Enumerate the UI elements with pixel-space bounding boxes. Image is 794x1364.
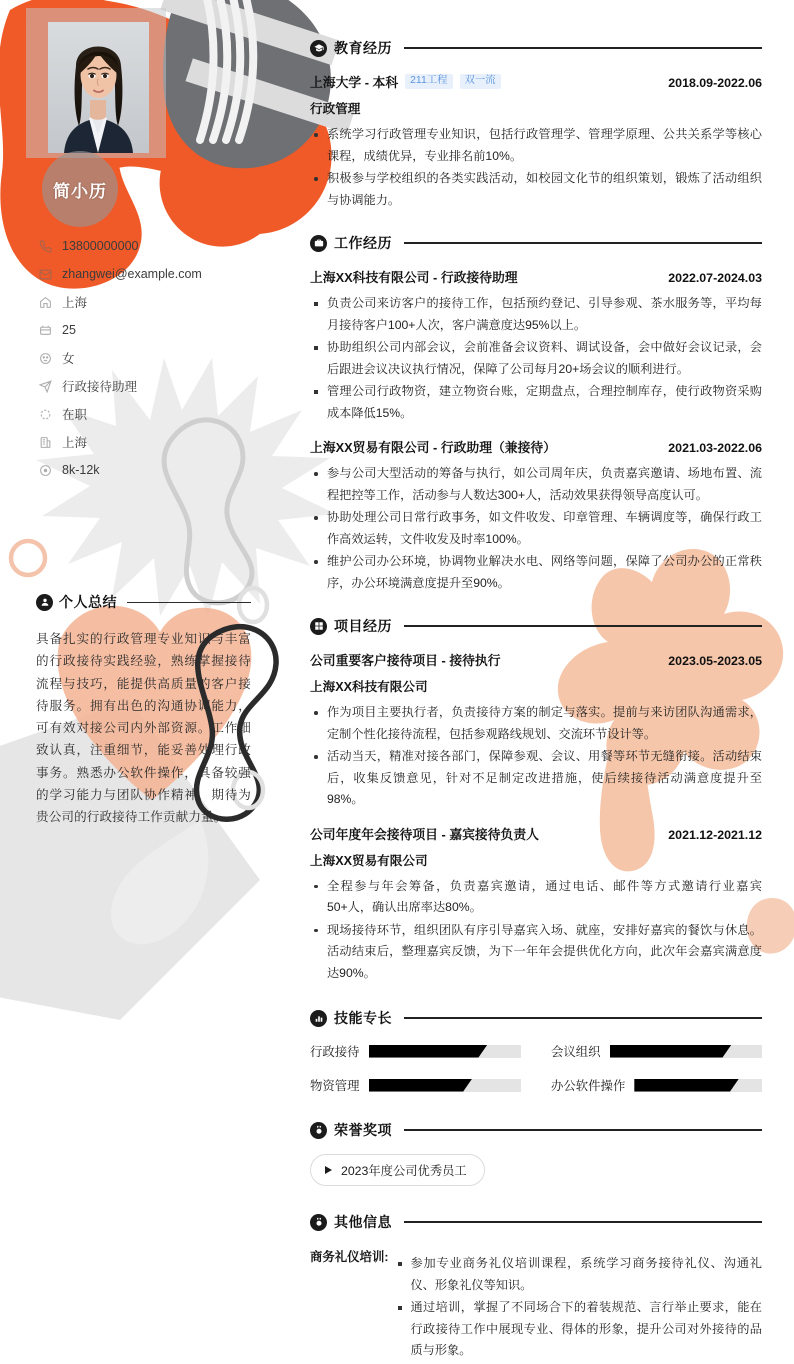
other-header xyxy=(310,1212,762,1232)
contact-phone-value: 13800000000 xyxy=(62,239,139,253)
honor-label: 2023年度公司优秀员工 xyxy=(341,1164,467,1178)
salary-icon xyxy=(36,461,54,479)
project-entry-top xyxy=(310,824,762,843)
contact-email xyxy=(36,260,286,288)
grid-icon xyxy=(310,618,327,635)
work-entry-top xyxy=(310,437,762,456)
work-company: 上海XX贸易有限公司 - 行政助理（兼接待） xyxy=(310,440,556,455)
projects-section xyxy=(310,616,762,984)
skill-fill xyxy=(369,1079,473,1092)
summary-title: 个人总结 xyxy=(59,594,117,610)
skill-row xyxy=(310,1076,521,1094)
other-group-body xyxy=(394,1246,762,1363)
avatar-photo xyxy=(48,22,149,153)
work-section xyxy=(310,233,762,594)
other-group xyxy=(310,1246,762,1363)
education-school-line xyxy=(310,72,501,91)
target-icon xyxy=(36,377,54,395)
skill-fill xyxy=(610,1045,732,1058)
home-icon xyxy=(36,293,54,311)
list-item: 参与公司大型活动的筹备与执行，如公司周年庆，负责嘉宾邀请、场地布置、流程把控等工作，活动参与人数达300+人，活动效果获得领导高度认可。 xyxy=(310,463,762,506)
work-date: 2021.03-2022.06 xyxy=(668,441,762,455)
project-bullets xyxy=(310,702,762,811)
honors-section xyxy=(310,1120,762,1186)
education-school: 上海大学 - 本科 xyxy=(310,75,399,90)
skill-track xyxy=(634,1079,762,1092)
chart-icon xyxy=(310,1010,327,1027)
list-item: 作为项目主要执行者，负责接待方案的制定与落实。提前与来访团队沟通需求，定制个性化接待流程，包括参观路线规划、交流环节设计等。 xyxy=(310,702,762,745)
skill-name: 物资管理 xyxy=(310,1079,360,1093)
summary-header xyxy=(36,592,251,612)
list-item: 协助处理公司日常行政事务，如文件收发、印章管理、车辆调度等，确保行政工作高效运转，文件收发及时率100%。 xyxy=(310,507,762,550)
honors-header xyxy=(310,1120,762,1140)
work-entry xyxy=(310,437,762,594)
honors-list xyxy=(310,1154,762,1186)
contact-status xyxy=(36,400,286,428)
phone-icon xyxy=(36,237,54,255)
skill-track xyxy=(610,1045,762,1058)
status-icon xyxy=(36,405,54,423)
mail-icon xyxy=(36,265,54,283)
contact-target-job xyxy=(36,372,286,400)
project-entry xyxy=(310,650,762,811)
main-column xyxy=(310,0,762,1364)
work-rule xyxy=(404,242,762,243)
list-item: 积极参与学校组织的各类实践活动，如校园文化节的组织策划，锻炼了活动组织与协调能力。 xyxy=(310,168,762,211)
name-badge xyxy=(42,151,118,227)
project-company: 上海XX贸易有限公司 xyxy=(310,853,428,868)
medal-icon xyxy=(310,1122,327,1139)
list-item: 现场接待环节，组织团队有序引导嘉宾入场、就座，安排好嘉宾的餐饮与休息。活动结束后，整理嘉宾反馈，为下一年年会提供优化方向，此次年会嘉宾满意度达90%。 xyxy=(310,920,762,985)
contact-list xyxy=(36,232,286,484)
work-bullets xyxy=(310,463,762,594)
honor-item[interactable] xyxy=(310,1154,485,1186)
education-tag-211: 211工程 xyxy=(405,74,452,89)
contact-phone xyxy=(36,232,286,260)
other-group-label: 商务礼仪培训: xyxy=(310,1250,389,1264)
list-item: 协助组织公司内部会议，会前准备会议资料、调试设备，会中做好会议记录，会后跟进会议决议执行情况，保障了公司每月20+场会议的顺利进行。 xyxy=(310,337,762,380)
skills-grid xyxy=(310,1042,762,1094)
skill-fill xyxy=(369,1045,488,1058)
education-tag-shuangyiliu: 双一流 xyxy=(460,74,501,89)
honors-title: 荣誉奖项 xyxy=(334,1122,392,1138)
summary-text: 具备扎实的行政管理专业知识与丰富的行政接待实践经验，熟练掌握接待流程与技巧，能提供高质量的客户接待服务。拥有出色的沟通协调能力，可有效对接公司内外部资源。工作细致认真，注重细节，能妥善处理行政事务。熟悉办公软件操作，具备较强的学习能力与团队协作精神，期待为贵公司的行政接待工作贡献力量。 xyxy=(36,632,251,825)
project-name: 公司重要客户接待项目 - 接待执行 xyxy=(310,653,501,668)
list-item: 通过培训，掌握了不同场合下的着装规范、言行举止要求，能在行政接待工作中展现专业、得体的形象，提升公司对外接待的品质与形象。 xyxy=(394,1297,762,1362)
contact-gender xyxy=(36,344,286,372)
project-company: 上海XX科技有限公司 xyxy=(310,680,428,694)
work-title: 工作经历 xyxy=(334,235,392,251)
cap-icon xyxy=(310,40,327,57)
other-section xyxy=(310,1212,762,1363)
project-entry xyxy=(310,824,762,985)
contact-city xyxy=(36,428,286,456)
age-icon xyxy=(36,321,54,339)
contact-email-value: zhangwei@example.com xyxy=(62,267,202,281)
project-entry-top xyxy=(310,650,762,669)
list-item: 全程参与年会筹备，负责嘉宾邀请，通过电话、邮件等方式邀请行业嘉宾50+人，确认出席率达80%。 xyxy=(310,876,762,919)
other-bullets xyxy=(394,1253,762,1362)
education-rule xyxy=(404,47,762,48)
summary-section xyxy=(36,592,251,829)
skill-name: 办公软件操作 xyxy=(551,1079,626,1093)
other-rule xyxy=(404,1221,762,1222)
education-major: 行政管理 xyxy=(310,102,361,116)
projects-header xyxy=(310,616,762,636)
skills-title: 技能专长 xyxy=(334,1010,392,1026)
work-bullets xyxy=(310,293,762,424)
contact-home-value: 上海 xyxy=(62,296,88,310)
other-title: 其他信息 xyxy=(334,1214,392,1230)
education-header xyxy=(310,38,762,58)
info-icon xyxy=(310,1214,327,1231)
contact-gender-value: 女 xyxy=(62,352,75,366)
contact-salary-value: 8k-12k xyxy=(62,463,100,477)
skill-row xyxy=(551,1076,762,1094)
education-section xyxy=(310,38,762,211)
honors-rule xyxy=(404,1129,762,1130)
work-entry xyxy=(310,267,762,424)
work-header xyxy=(310,233,762,253)
sidebar xyxy=(0,0,300,1364)
skill-name: 行政接待 xyxy=(310,1045,360,1059)
contact-status-value: 在职 xyxy=(62,408,88,422)
gender-icon xyxy=(36,349,54,367)
contact-city-value: 上海 xyxy=(62,436,88,450)
education-title: 教育经历 xyxy=(334,40,392,56)
contact-target-job-value: 行政接待助理 xyxy=(62,380,138,394)
city-icon xyxy=(36,433,54,451)
candidate-name: 简小历 xyxy=(53,181,107,201)
education-bullets xyxy=(310,124,762,211)
project-date: 2021.12-2021.12 xyxy=(668,827,762,842)
work-entry-top xyxy=(310,267,762,286)
education-entry-top xyxy=(310,72,762,91)
skill-row xyxy=(551,1042,762,1060)
list-item: 活动当天，精准对接各部门，保障参观、会议、用餐等环节无缝衔接。活动结束后，收集反馈意见，针对不足制定改进措施，使后续接待活动满意度提升至98%。 xyxy=(310,746,762,811)
project-bullets xyxy=(310,876,762,985)
project-name: 公司年度年会接待项目 - 嘉宾接待负责人 xyxy=(310,826,539,842)
work-date: 2022.07-2024.03 xyxy=(668,271,762,285)
education-entry xyxy=(310,72,762,211)
contact-age xyxy=(36,316,286,344)
skill-fill xyxy=(634,1079,739,1092)
skill-track xyxy=(369,1045,521,1058)
contact-salary xyxy=(36,456,286,484)
projects-title: 项目经历 xyxy=(334,618,392,634)
avatar xyxy=(48,22,149,153)
project-date: 2023.05-2023.05 xyxy=(668,654,762,668)
list-item: 系统学习行政管理专业知识，包括行政管理学、管理学原理、公共关系学等核心课程，成绩优异，专业排名前10%。 xyxy=(310,124,762,167)
education-date: 2018.09-2022.06 xyxy=(668,76,762,90)
contact-home xyxy=(36,288,286,316)
play-triangle-icon xyxy=(325,1166,332,1174)
list-item: 管理公司行政物资，建立物资台账，定期盘点，合理控制库存，使行政物资采购成本降低15%。 xyxy=(310,381,762,424)
list-item: 参加专业商务礼仪培训课程，系统学习商务接待礼仪、沟通礼仪、形象礼仪等知识。 xyxy=(394,1253,762,1296)
skill-track xyxy=(369,1079,521,1092)
list-item: 维护公司办公环境，协调物业解决水电、网络等问题，保障了公司办公的正常秩序，办公环境满意度提升至90%。 xyxy=(310,551,762,594)
projects-rule xyxy=(404,625,762,626)
person-icon xyxy=(36,594,53,611)
list-item: 负责公司来访客户的接待工作，包括预约登记、引导参观、茶水服务等，平均每月接待客户100+人次，客户满意度达95%以上。 xyxy=(310,293,762,336)
skills-header xyxy=(310,1008,762,1028)
skills-section xyxy=(310,1008,762,1094)
work-company: 上海XX科技有限公司 - 行政接待助理 xyxy=(310,270,518,285)
skill-name: 会议组织 xyxy=(551,1045,601,1059)
briefcase-icon xyxy=(310,235,327,252)
skills-rule xyxy=(404,1017,762,1018)
skill-row xyxy=(310,1042,521,1060)
contact-age-value: 25 xyxy=(62,323,76,337)
summary-rule xyxy=(127,602,251,603)
